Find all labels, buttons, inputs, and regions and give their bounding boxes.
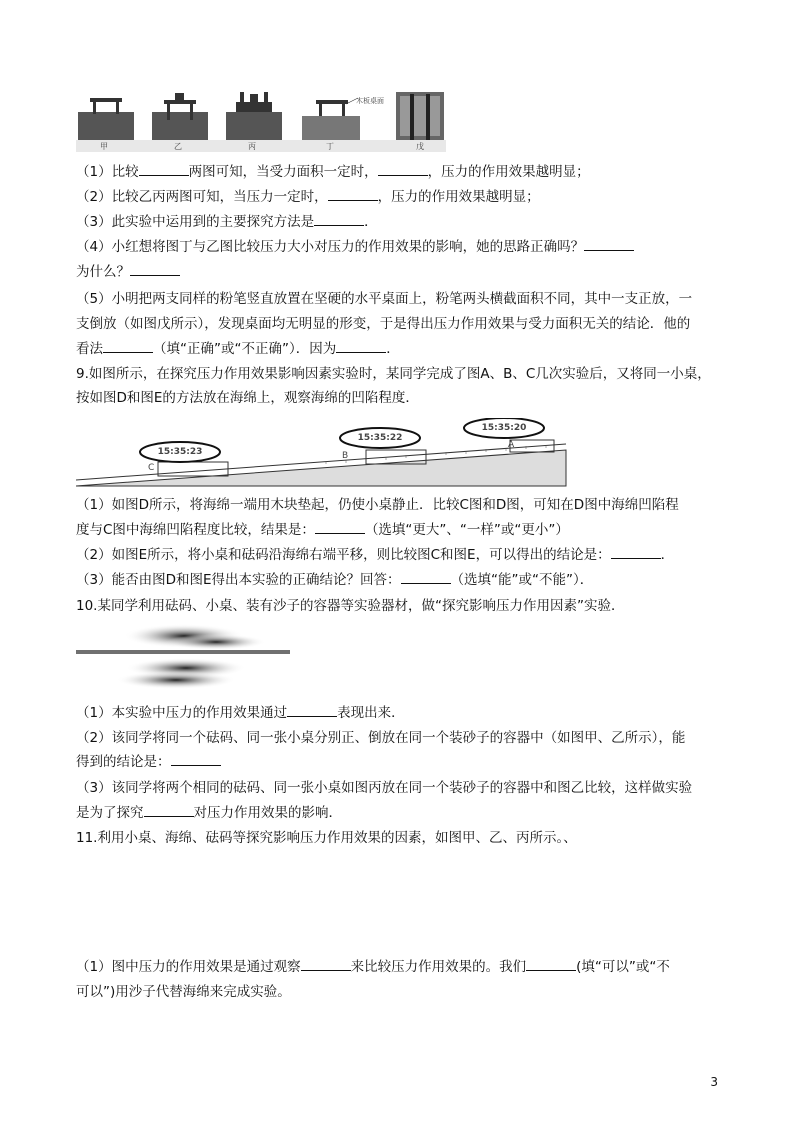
label-jia: 甲: [100, 142, 108, 151]
q10-line-1: （1）本实验中压力的作用效果通过 表现出来．: [76, 705, 405, 721]
label-yi: 乙: [174, 142, 182, 151]
panel-yi: [152, 93, 208, 140]
q10-intro: 10.某同学利用砝码、小桌、装有沙子的容器等实验器材，做“探究影响压力作用因素”实验．: [76, 598, 625, 614]
q10-line-3a: （3）该同学将两个相同的砝码、同一张小桌如图丙放在同一个装砂子的容器中和图乙比较，这样做实验: [76, 780, 693, 796]
letter-a: A: [508, 440, 515, 450]
label-board: 木板桌面: [356, 97, 384, 105]
q10-line-3b: 是为了探究 对压力作用效果的影响．: [76, 805, 342, 821]
q8-line-2: （2）比较乙丙两图可知，当压力一定时， ，压力的作用效果越明显；: [76, 189, 540, 205]
q10-line-2b: 得到的结论是：: [76, 753, 221, 771]
q10-line-2a: （2）该同学将同一个砝码、同一张小桌分别正、倒放在同一个装砂子的容器中（如图甲、乙所示），能: [76, 730, 686, 746]
figure-pressure-experiments: [76, 90, 446, 154]
panel-jia: [78, 98, 134, 140]
q9-line-1a: （1）如图D所示，将海绵一端用木块垫起，仍使小桌静止．比较C图和D图，可知在D图中海绵凹陷程: [76, 497, 679, 513]
q9-intro-1: 9.如图所示，在探究压力作用效果影响因素实验时，某同学完成了图A、B、C几次实验后，又将同一小桌，: [76, 366, 711, 382]
label-ding: 丁: [326, 142, 334, 151]
q9-line-1b: 度与C图中海绵凹陷程度比较，结果是： （选填“更大”、“一样”或“更小”）: [76, 522, 569, 538]
q9-intro-2: 按如图D和图E的方法放在海绵上，观察海绵的凹陷程度．: [76, 390, 419, 406]
q9-line-3: （3）能否由图D和图E得出本实验的正确结论？回答： （选填“能”或“不能”）．: [76, 572, 594, 588]
q8-line-5b: 支倒放（如图戊所示），发现桌面均无明显的形变，于是得出压力作用效果与受力面积无关的结论．他的: [76, 316, 691, 332]
letter-b: B: [342, 451, 349, 461]
panel-wu: [396, 92, 444, 140]
panel-ding: [302, 98, 360, 140]
q8-line-4: （4）小红想将图丁与乙图比较压力大小对压力的作用效果的影响，她的思路正确吗？: [76, 238, 634, 256]
letter-c: C: [148, 463, 155, 473]
timer-c: 15:35:23: [157, 447, 203, 457]
q11-intro: 11.利用小桌、海绵、砝码等探究影响压力作用效果的因素，如图甲、乙、丙所示。、: [76, 830, 577, 846]
q8-line-5a: （5）小明把两支同样的粉笔竖直放置在坚硬的水平桌面上，粉笔两头横截面积不同，其中一支正放，一: [76, 291, 693, 307]
panel-bing: [226, 92, 282, 140]
label-bing: 丙: [248, 142, 256, 151]
q8-line-5c: 看法 （填“正确”或“不正确”）．因为 ．: [76, 341, 400, 357]
timer-a: 15:35:20: [481, 423, 527, 433]
q11-line-1a: （1）图中压力的作用效果是通过观察 来比较压力作用效果的。我们 (填“可以”或“不: [76, 959, 670, 975]
figure-sand-container: [76, 622, 290, 690]
q8-line-4b: 为什么？: [76, 263, 180, 281]
q11-line-1b: 可以”)用沙子代替海绵来完成实验。: [76, 984, 291, 1000]
label-wu: 戊: [416, 142, 424, 151]
timer-b: 15:35:22: [357, 433, 403, 443]
page-number: 3: [710, 1075, 718, 1089]
q8-line-3: （3）此实验中运用到的主要探究方法是 ．: [76, 214, 378, 230]
q8-line-1: （1）比较 两图可知，当受力面积一定时， ，压力的作用效果越明显；: [76, 164, 590, 180]
q9-line-2: （2）如图E所示，将小桌和砝码沿海绵右端平移，则比较图C和图E，可以得出的结论是： ．: [76, 547, 675, 563]
